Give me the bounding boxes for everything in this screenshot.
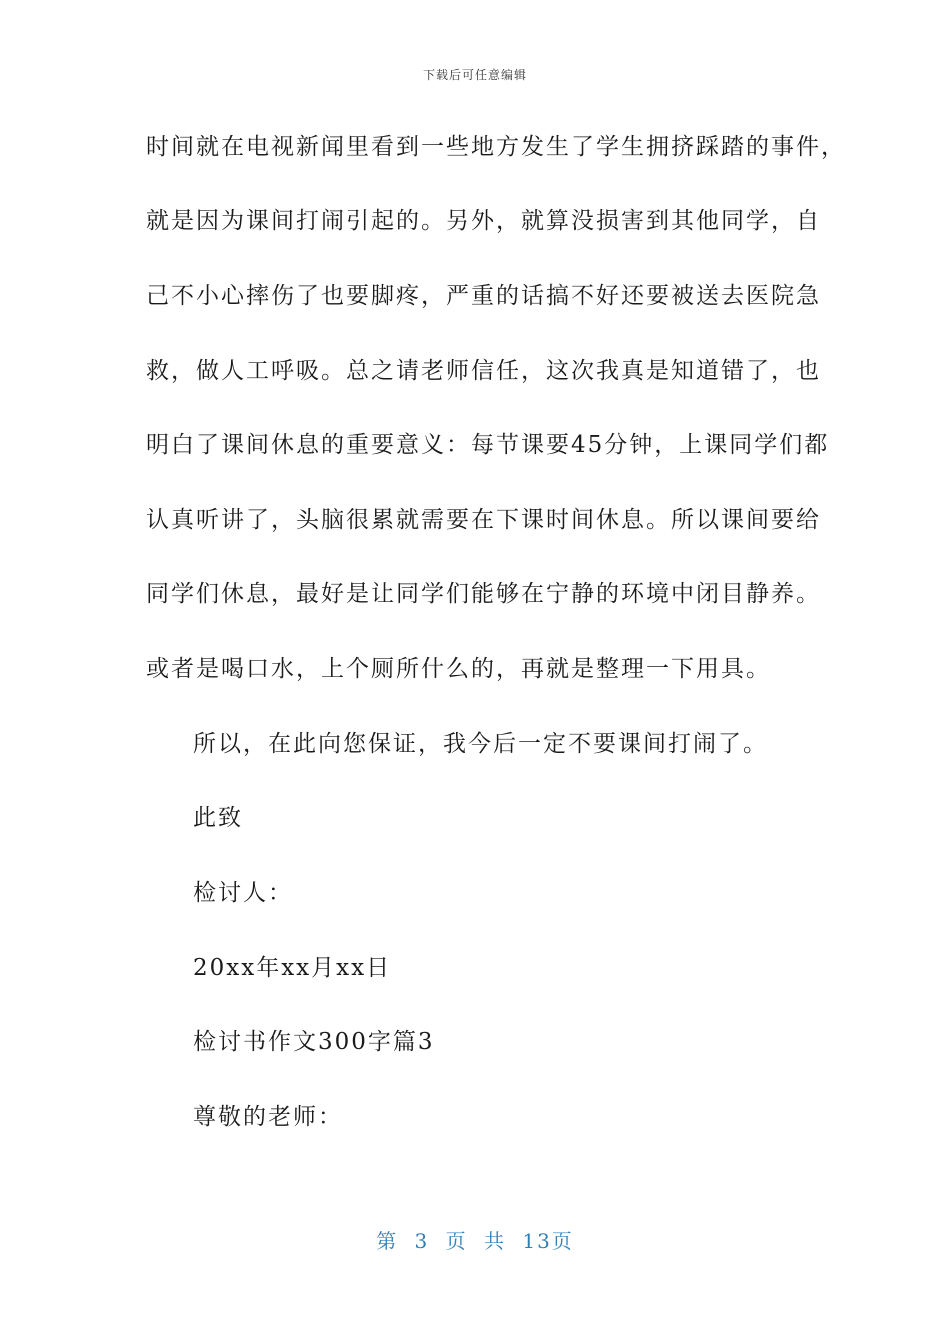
paragraph-line: 救，做人工呼吸。总之请老师信任，这次我真是知道错了，也: [146, 358, 821, 384]
paragraph-line: 或者是喝口水，上个厕所什么的，再就是整理一下用具。: [146, 656, 771, 682]
promise-paragraph: 所以，在此向您保证，我今后一定不要课间打闹了。: [193, 731, 768, 757]
page-indicator: 第 3 页 共 13页: [376, 1229, 574, 1253]
section-title: 检讨书作文300字篇3: [193, 1029, 435, 1055]
paragraph-line: 同学们休息，最好是让同学们能够在宁静的环境中闭目静养。: [146, 581, 821, 607]
paragraph-line: 己不小心摔伤了也要脚疼，严重的话搞不好还要被送去医院急: [146, 283, 821, 309]
header-note: 下载后可任意编辑: [422, 68, 527, 82]
paragraph-line: 就是因为课间打闹引起的。另外，就算没损害到其他同学，自: [146, 208, 821, 234]
closing-phrase: 此致: [193, 805, 243, 831]
salutation: 尊敬的老师：: [193, 1104, 343, 1130]
paragraph-line: 明白了课间休息的重要意义：每节课要45分钟，上课同学们都: [146, 432, 830, 458]
signer-label: 检讨人：: [193, 880, 293, 906]
paragraph-line: 时间就在电视新闻里看到一些地方发生了学生拥挤踩踏的事件，: [146, 134, 846, 160]
paragraph-line: 认真听讲了，头脑很累就需要在下课时间休息。所以课间要给: [146, 507, 821, 533]
date-line: 20xx年xx月xx日: [193, 955, 392, 981]
